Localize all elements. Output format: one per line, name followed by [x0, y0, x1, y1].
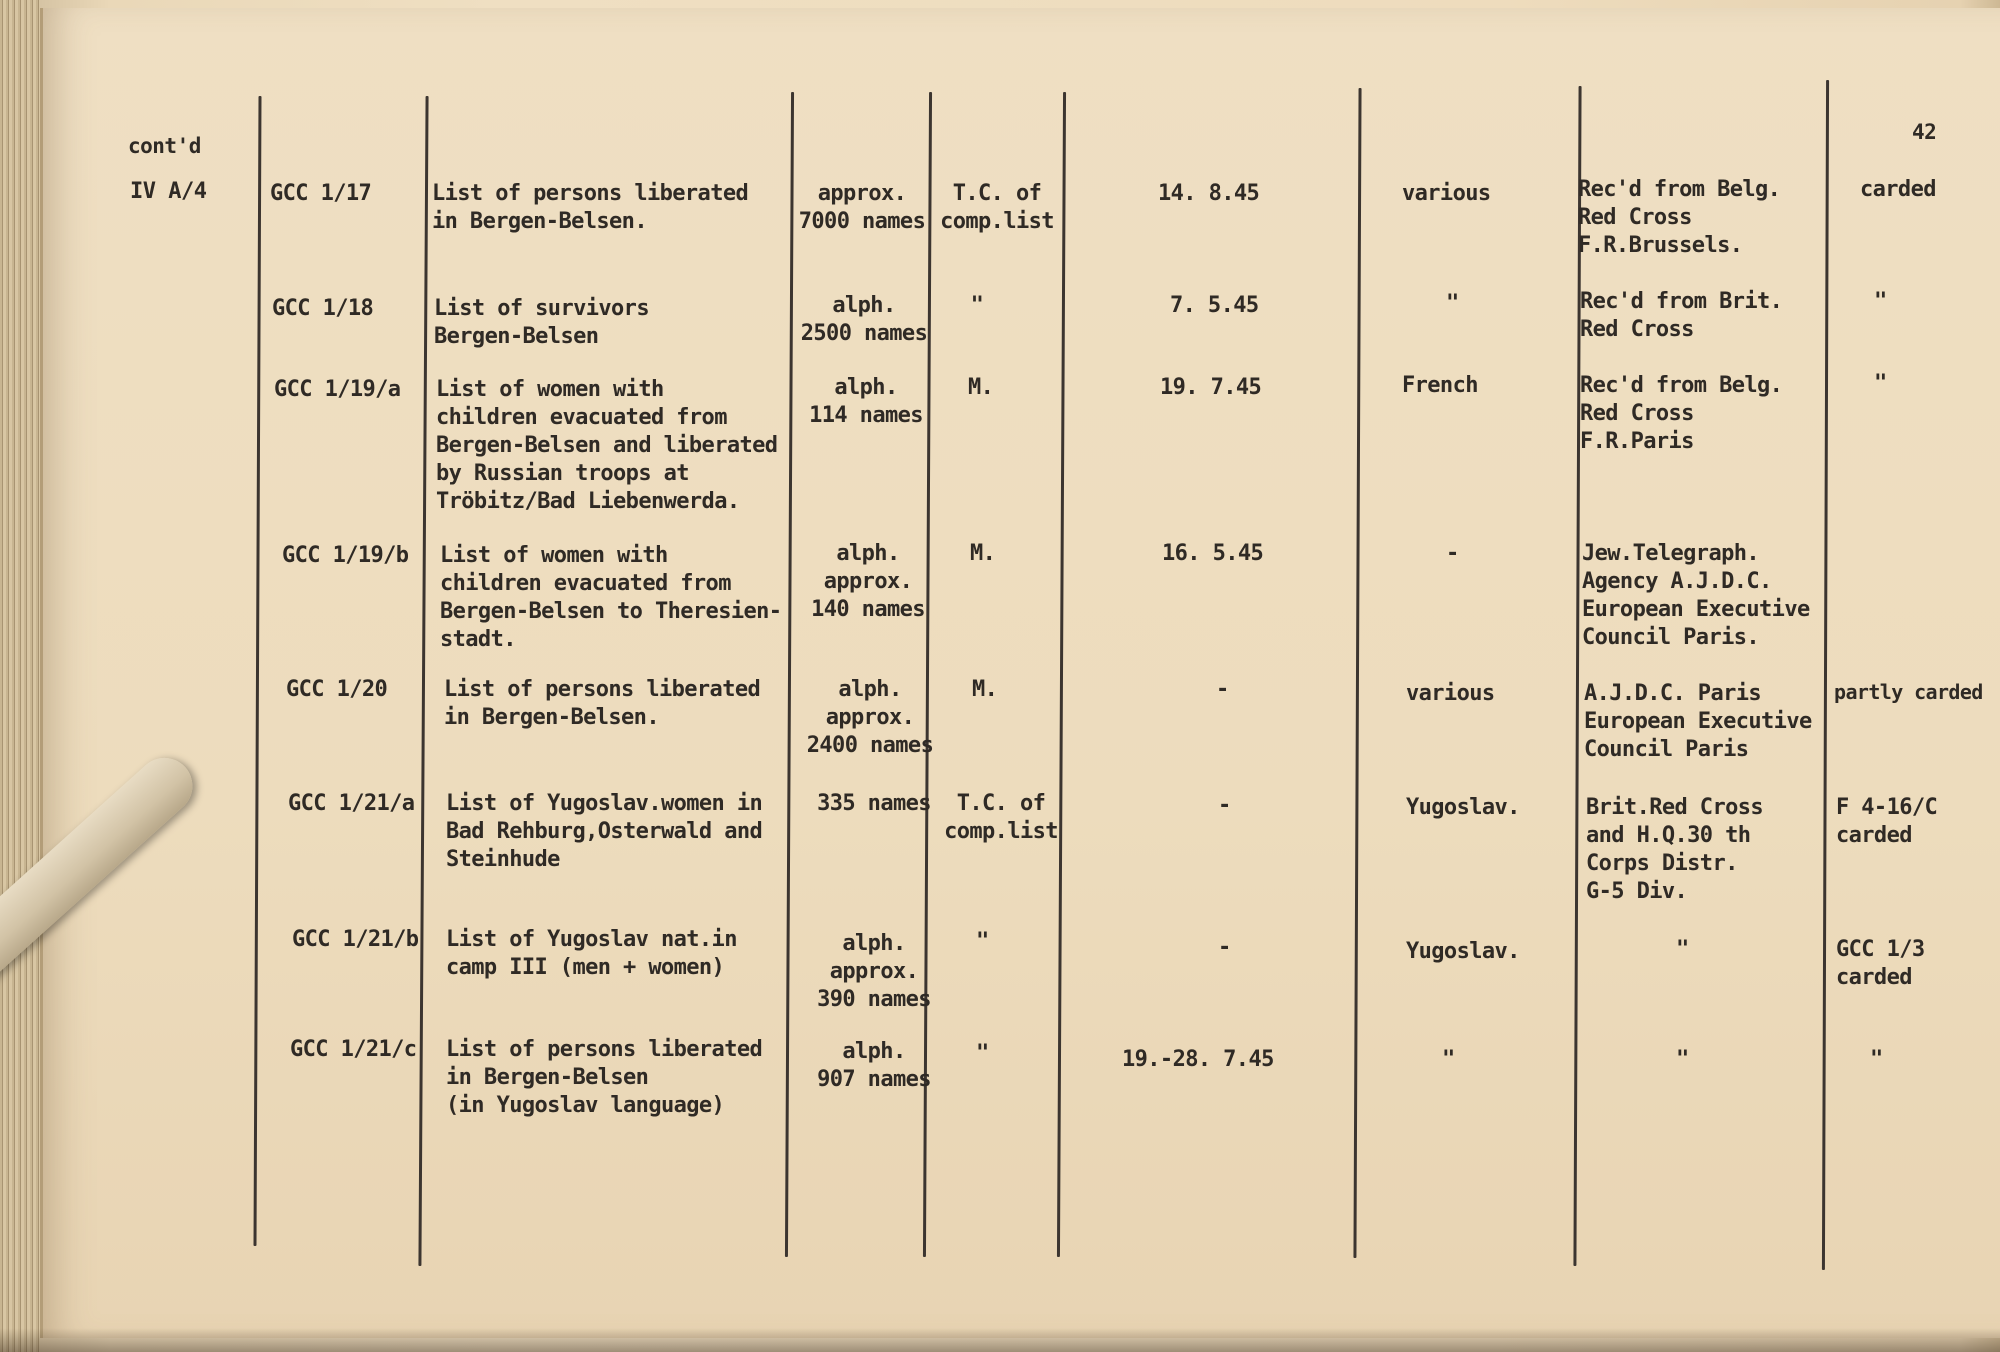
row-description: List of Yugoslav nat.in camp III (men + women): [446, 927, 737, 980]
row-type: T.C. of comp.list: [944, 791, 1058, 844]
row-date: 19.-28. 7.45: [1122, 1047, 1274, 1072]
row-nationality: Yugoslav.: [1406, 939, 1520, 964]
row-type: T.C. of comp.list: [940, 181, 1054, 234]
row-nationality: ": [1442, 1047, 1455, 1072]
row-status: ": [1874, 289, 1887, 314]
row-status: GCC 1/3 carded: [1836, 937, 1925, 990]
row-source: ": [1676, 1047, 1689, 1072]
row-nationality: Yugoslav.: [1406, 795, 1520, 820]
row-date: -: [1218, 935, 1231, 960]
row-id: GCC 1/19/a: [274, 377, 401, 402]
row-count: approx. 7000 names: [798, 181, 926, 234]
row-type: ": [976, 929, 989, 954]
row-status: ": [1870, 1047, 1883, 1072]
row-nationality: various: [1406, 681, 1495, 706]
row-count: alph. approx. 140 names: [811, 541, 925, 622]
row-source: Rec'd from Belg. Red Cross F.R.Paris: [1580, 373, 1783, 454]
row-type: ": [976, 1041, 989, 1066]
page-edge: [0, 0, 40, 1352]
row-source: Rec'd from Belg. Red Cross F.R.Brussels.: [1578, 177, 1781, 258]
row-description: List of persons liberated in Bergen-Belsen (in Yugoslav language): [446, 1037, 763, 1118]
row-source: Brit.Red Cross and H.Q.30 th Corps Distr. G-5 Div.: [1586, 795, 1764, 904]
row-count: alph. 2500 names: [800, 293, 928, 346]
row-id: GCC 1/19/b: [282, 543, 409, 568]
row-nationality: various: [1402, 181, 1491, 206]
row-count: alph. approx. 2400 names: [806, 677, 934, 758]
row-count: alph. 907 names: [817, 1039, 931, 1092]
row-count: alph. approx. 390 names: [817, 931, 931, 1012]
row-source: A.J.D.C. Paris European Executive Council Paris: [1584, 681, 1812, 762]
page-number: 42: [1912, 120, 1937, 144]
row-description: List of women with children evacuated from Bergen-Belsen to Theresien- stadt.: [440, 543, 782, 652]
row-description: List of Yugoslav.women in Bad Rehburg,Osterwald and Steinhude: [446, 791, 763, 872]
row-nationality: ": [1446, 291, 1459, 316]
row-id: GCC 1/20: [286, 677, 388, 702]
row-date: 7. 5.45: [1170, 293, 1259, 318]
row-type: M.: [968, 375, 994, 400]
row-status: partly carded: [1834, 680, 1983, 704]
section-ref: IV A/4: [130, 179, 207, 204]
row-description: List of persons liberated in Bergen-Belsen.: [432, 181, 749, 234]
row-date: 14. 8.45: [1158, 181, 1260, 206]
row-id: GCC 1/18: [272, 296, 374, 321]
row-date: 19. 7.45: [1160, 375, 1262, 400]
row-status: F 4-16/C carded: [1836, 795, 1938, 848]
row-type: ": [970, 293, 984, 318]
row-date: -: [1218, 793, 1231, 818]
header-contd: cont'd: [128, 134, 201, 158]
row-source: Rec'd from Brit. Red Cross: [1580, 289, 1783, 342]
row-type: M.: [970, 541, 996, 566]
row-source: ": [1676, 937, 1689, 962]
row-source: Jew.Telegraph. Agency A.J.D.C. European Executive Council Paris.: [1582, 541, 1810, 650]
row-nationality: -: [1446, 541, 1459, 566]
row-status: ": [1874, 371, 1887, 396]
row-id: GCC 1/21/b: [292, 927, 419, 952]
row-status: carded: [1860, 177, 1936, 202]
row-count: 335 names: [817, 791, 931, 816]
row-nationality: French: [1402, 373, 1478, 398]
page-bottom-shadow: [0, 1328, 2000, 1352]
row-count: alph. 114 names: [809, 375, 923, 428]
row-description: List of survivors Bergen-Belsen: [434, 296, 649, 349]
row-id: GCC 1/21/c: [290, 1037, 417, 1062]
row-type: M.: [972, 677, 998, 702]
row-date: -: [1216, 677, 1229, 702]
row-date: 16. 5.45: [1162, 541, 1264, 566]
row-id: GCC 1/17: [270, 181, 372, 206]
row-id: GCC 1/21/a: [288, 791, 415, 816]
row-description: List of women with children evacuated from Bergen-Belsen and liberated by Russian troops at Tröbitz/Bad Liebenwerda.: [436, 377, 778, 514]
row-description: List of persons liberated in Bergen-Belsen.: [444, 677, 761, 730]
